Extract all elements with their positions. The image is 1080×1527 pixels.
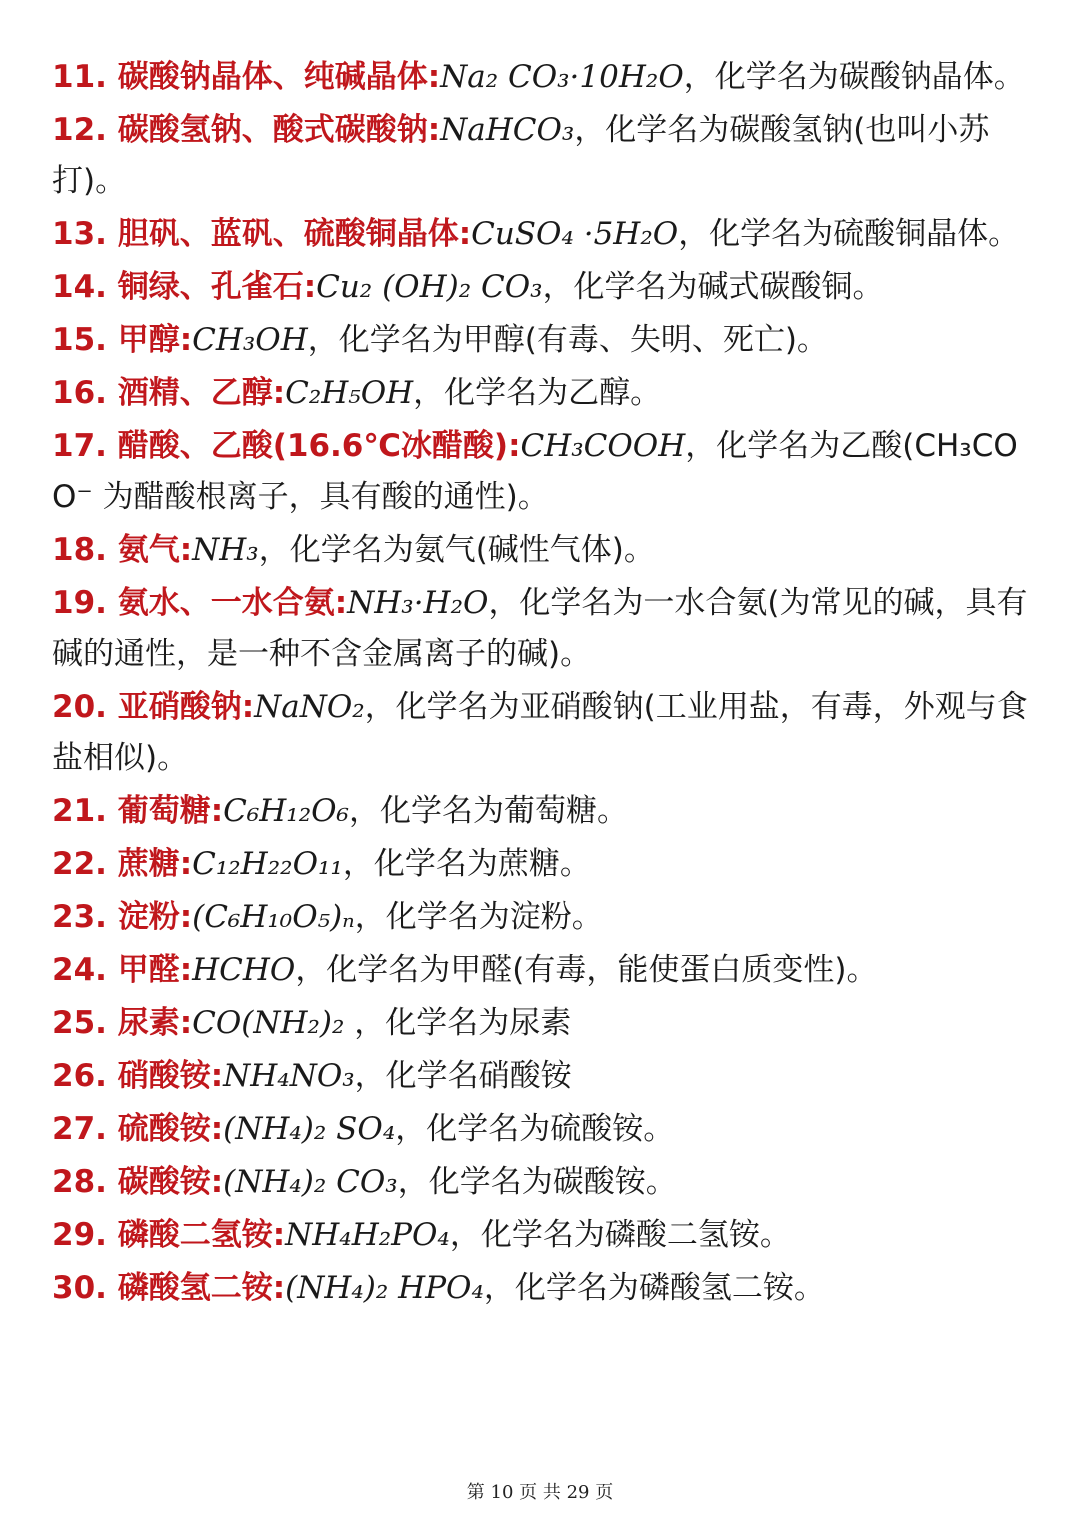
item-label: 27. 硫酸铵: bbox=[52, 1111, 224, 1147]
item-label: 21. 葡萄糖: bbox=[52, 793, 224, 829]
list-item bbox=[52, 105, 1032, 207]
item-label: 25. 尿素: bbox=[52, 1005, 193, 1041]
item-label: 22. 蔗糖: bbox=[52, 846, 193, 882]
item-description: ，化学名为磷酸氢二铵。 bbox=[483, 1270, 825, 1306]
item-description: ，化学名硝酸铵 bbox=[354, 1058, 572, 1094]
list-item bbox=[52, 839, 1032, 890]
item-label: 28. 碳酸铵: bbox=[52, 1164, 224, 1200]
item-description: ，化学名为碳酸钠晶体。 bbox=[683, 59, 1025, 95]
page-footer: 第 10 页 共 29 页 bbox=[466, 1482, 614, 1503]
list-item bbox=[52, 998, 1032, 1049]
item-label: 26. 硝酸铵: bbox=[52, 1058, 224, 1094]
item-label: 14. 铜绿、孔雀石: bbox=[52, 269, 317, 305]
chemical-formula: HCHO bbox=[192, 952, 296, 988]
list-item bbox=[52, 945, 1032, 996]
item-description: ，化学名为甲醇(有毒、失明、死亡)。 bbox=[307, 322, 828, 358]
chemical-formula: CH₃COOH bbox=[520, 428, 686, 464]
list-item bbox=[52, 368, 1032, 419]
chemical-formula: Cu₂ (OH)₂ CO₃ bbox=[316, 269, 543, 305]
list-item bbox=[52, 578, 1032, 680]
item-label: 12. 碳酸氢钠、酸式碳酸钠: bbox=[52, 112, 441, 148]
list-item bbox=[52, 1210, 1032, 1261]
chemical-formula: NH₄NO₃ bbox=[223, 1058, 355, 1094]
item-description: ，化学名为磷酸二氢铵。 bbox=[449, 1217, 791, 1253]
chemical-formula: Na₂ CO₃·10H₂O bbox=[440, 59, 684, 95]
chemical-formula: C₁₂H₂₂O₁₁ bbox=[192, 846, 343, 882]
item-label: 20. 亚硝酸钠: bbox=[52, 689, 255, 725]
item-label: 29. 磷酸二氢铵: bbox=[52, 1217, 286, 1253]
item-label: 11. 碳酸钠晶体、纯碱晶体: bbox=[52, 59, 441, 95]
document-page bbox=[52, 52, 1032, 1316]
item-label: 23. 淀粉: bbox=[52, 899, 193, 935]
item-label: 16. 酒精、乙醇: bbox=[52, 375, 286, 411]
chemical-formula: NH₃ bbox=[192, 532, 259, 568]
chemical-formula: NH₄H₂PO₄ bbox=[285, 1217, 450, 1253]
item-description: ，化学名为甲醛(有毒，能使蛋白质变性)。 bbox=[295, 952, 878, 988]
item-description: ，化学名为乙酸(CH₃COO⁻ 为醋酸根离子，具有酸的通性)。 bbox=[52, 428, 1018, 515]
item-label: 19. 氨水、一水合氨: bbox=[52, 585, 348, 621]
item-description: ，化学名为淀粉。 bbox=[354, 899, 603, 935]
chemical-formula: CO(NH₂)₂ bbox=[192, 1005, 345, 1041]
item-description: ，化学名为乙醇。 bbox=[413, 375, 662, 411]
chemical-formula: CuSO₄ ·5H₂O bbox=[471, 216, 679, 252]
list-item bbox=[52, 1104, 1032, 1155]
chemical-formula: NaNO₂ bbox=[254, 689, 365, 725]
list-item bbox=[52, 682, 1032, 784]
list-item bbox=[52, 209, 1032, 260]
list-item bbox=[52, 421, 1032, 523]
list-item bbox=[52, 315, 1032, 366]
list-item bbox=[52, 262, 1032, 313]
item-description: ，化学名为碳酸铵。 bbox=[397, 1164, 677, 1200]
item-description: ，化学名为尿素 bbox=[344, 1005, 572, 1041]
list-item bbox=[52, 1263, 1032, 1314]
chemical-formula: (NH₄)₂ CO₃ bbox=[223, 1164, 398, 1200]
item-label: 17. 醋酸、乙酸(16.6℃冰醋酸): bbox=[52, 428, 521, 464]
list-item bbox=[52, 1051, 1032, 1102]
item-label: 15. 甲醇: bbox=[52, 322, 193, 358]
item-description: ，化学名为亚硝酸钠(工业用盐，有毒，外观与食盐相似)。 bbox=[52, 689, 1028, 776]
chemical-formula: C₂H₅OH bbox=[285, 375, 414, 411]
item-label: 30. 磷酸氢二铵: bbox=[52, 1270, 286, 1306]
list-item bbox=[52, 1157, 1032, 1208]
item-description: ，化学名为蔗糖。 bbox=[342, 846, 591, 882]
item-description: ，化学名为碳酸氢钠(也叫小苏打)。 bbox=[52, 112, 990, 199]
chemical-formula: (C₆H₁₀O₅)ₙ bbox=[192, 899, 355, 935]
chemical-formula: C₆H₁₂O₆ bbox=[223, 793, 349, 829]
item-description: ，化学名为葡萄糖。 bbox=[349, 793, 628, 829]
item-description: ，化学名为一水合氨(为常见的碱，具有碱的通性，是一种不含金属离子的碱)。 bbox=[52, 585, 1028, 672]
list-item bbox=[52, 892, 1032, 943]
item-label: 18. 氨气: bbox=[52, 532, 193, 568]
item-description: ，化学名为碱式碳酸铜。 bbox=[542, 269, 884, 305]
chemical-formula: NaHCO₃ bbox=[440, 112, 575, 148]
chemical-formula: (NH₄)₂ HPO₄ bbox=[285, 1270, 484, 1306]
list-item bbox=[52, 786, 1032, 837]
list-item bbox=[52, 525, 1032, 576]
chemical-formula: NH₃·H₂O bbox=[347, 585, 489, 621]
item-label: 13. 胆矾、蓝矾、硫酸铜晶体: bbox=[52, 216, 472, 252]
item-label: 24. 甲醛: bbox=[52, 952, 193, 988]
chemical-formula: CH₃OH bbox=[192, 322, 308, 358]
item-description: ，化学名为硫酸铵。 bbox=[395, 1111, 675, 1147]
item-description: ，化学名为硫酸铜晶体。 bbox=[678, 216, 1020, 252]
chemical-formula: (NH₄)₂ SO₄ bbox=[223, 1111, 396, 1147]
list-item bbox=[52, 52, 1032, 103]
item-description: ，化学名为氨气(碱性气体)。 bbox=[258, 532, 655, 568]
